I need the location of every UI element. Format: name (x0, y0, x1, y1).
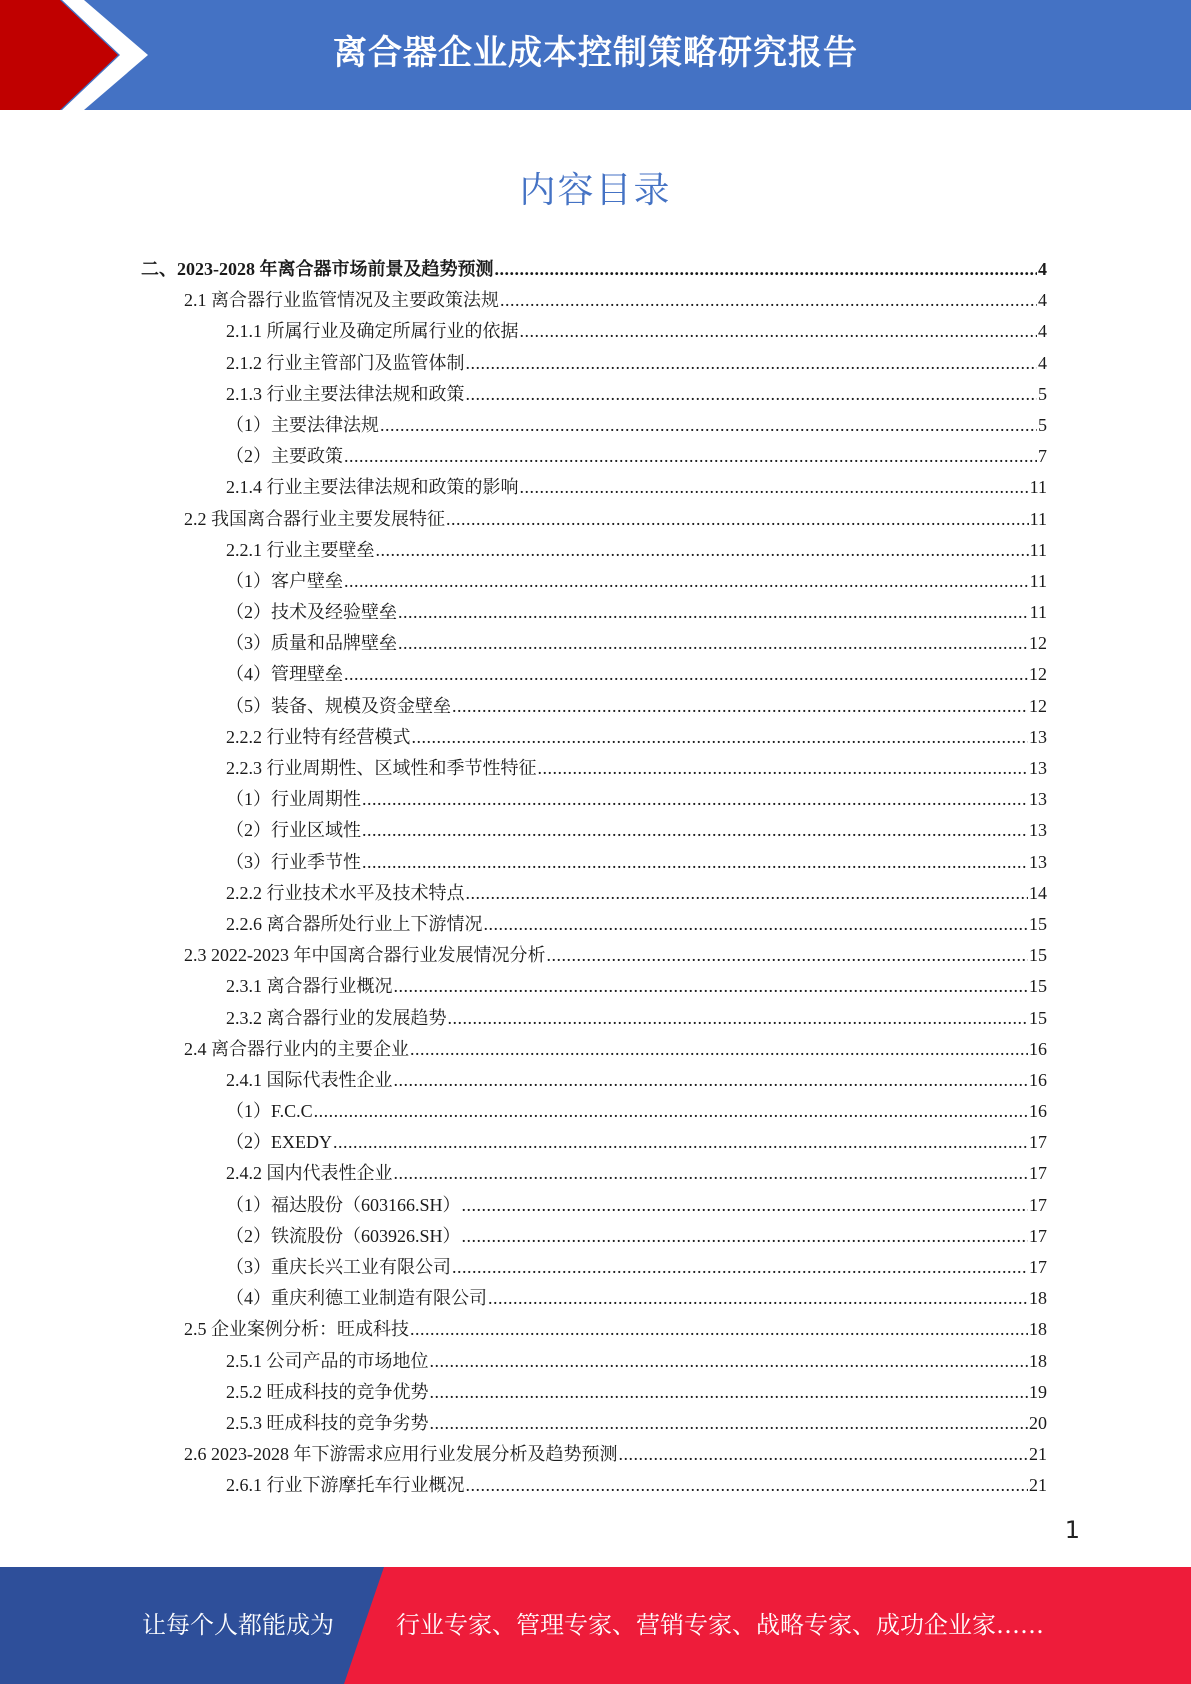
toc-entry-page: 11 (1029, 539, 1047, 560)
toc-dot-leader (448, 1003, 1029, 1034)
toc-entry[interactable] (0, 1470, 1191, 1501)
toc-dot-leader (452, 691, 1028, 722)
toc-heading: 内容目录 (519, 170, 672, 211)
toc-dot-leader (462, 1190, 1028, 1221)
toc-entry[interactable] (0, 1034, 1191, 1065)
toc-entry-label: 2.4.2 国内代表性企业 (226, 1163, 393, 1184)
toc-dot-leader (430, 1408, 1029, 1439)
toc-dot-leader (466, 379, 1038, 410)
toc-entry-label: 2.1.3 行业主要法律法规和政策 (226, 383, 465, 404)
toc-entry-label: （1）行业周期性 (226, 789, 361, 810)
toc-entry-page: 12 (1029, 695, 1047, 716)
toc-entry-page: 11 (1029, 477, 1047, 498)
toc-entry-page: 12 (1029, 633, 1047, 654)
toc-entry-page: 16 (1029, 1069, 1047, 1090)
toc-entry-page: 18 (1029, 1350, 1047, 1371)
toc-entry[interactable] (0, 1065, 1191, 1096)
toc-entry-label: 2.4.1 国际代表性企业 (226, 1069, 393, 1090)
toc-dot-leader (376, 535, 1029, 566)
toc-entry[interactable] (0, 878, 1191, 909)
toc-dot-leader (333, 1127, 1028, 1158)
toc-entry[interactable] (0, 1190, 1191, 1221)
toc-entry-label: （2）主要政策 (226, 446, 343, 467)
toc-entry-label: （1）福达股份（603166.SH） (226, 1194, 461, 1215)
toc-entry-label: 2.3 2022-2023 年中国离合器行业发展情况分析 (184, 945, 546, 966)
toc-entry[interactable] (0, 1408, 1191, 1439)
toc-entry[interactable] (0, 1377, 1191, 1408)
toc-entry[interactable] (0, 379, 1191, 410)
toc-entry-label: 2.5 企业案例分析：旺成科技 (184, 1319, 409, 1340)
toc-entry[interactable] (0, 1252, 1191, 1283)
toc-entry[interactable] (0, 1127, 1191, 1158)
toc-dot-leader (362, 784, 1028, 815)
toc-entry[interactable] (0, 1158, 1191, 1189)
toc-entry[interactable] (0, 1314, 1191, 1345)
toc-entry-label: 2.6 2023-2028 年下游需求应用行业发展分析及趋势预测 (184, 1444, 618, 1465)
report-title: 离合器企业成本控制策略研究报告 (333, 33, 858, 73)
toc-entry[interactable] (0, 1346, 1191, 1377)
footer-slogan-left: 让每个人都能成为 (142, 1611, 334, 1639)
toc-entry-page: 13 (1029, 758, 1047, 778)
toc-entry-page: 17 (1029, 1225, 1047, 1246)
toc-dot-leader (430, 1377, 1029, 1408)
toc-entry-label: （1）F.C.C (226, 1101, 313, 1122)
toc-entry-page: 15 (1029, 913, 1047, 934)
toc-entry-label: 二、2023-2028 年离合器市场前景及趋势预测 (141, 259, 494, 279)
toc-entry-page: 14 (1029, 882, 1047, 903)
toc-dot-leader (538, 753, 1029, 784)
toc-entry-label: 2.5.1 公司产品的市场地位 (226, 1350, 429, 1371)
toc-entry-label: （2）行业区域性 (226, 820, 361, 841)
toc-entry-page: 13 (1029, 726, 1047, 747)
toc-entry-page: 11 (1029, 570, 1047, 591)
toc-entry-label: （4）管理壁垒 (226, 664, 343, 685)
toc-entry-label: 2.1.4 行业主要法律法规和政策的影响 (226, 477, 519, 498)
toc-entry[interactable] (0, 410, 1191, 441)
toc-entry-page: 17 (1029, 1132, 1047, 1153)
toc-entry-label: 2.4 离合器行业内的主要企业 (184, 1038, 409, 1059)
toc-dot-leader (466, 348, 1038, 379)
toc-entry[interactable] (0, 472, 1191, 503)
toc-entry-label: 2.6.1 行业下游摩托车行业概况 (226, 1475, 465, 1496)
toc-entry-page: 13 (1029, 820, 1047, 841)
toc-dot-leader (344, 659, 1028, 690)
toc-entry-page: 15 (1029, 945, 1047, 966)
toc-entry-label: 2.2.6 离合器所处行业上下游情况 (226, 913, 483, 934)
toc-entry-label: 2.1.2 行业主管部门及监管体制 (226, 352, 465, 373)
toc-entry-page: 4 (1038, 352, 1047, 373)
toc-entry-page: 4 (1038, 321, 1047, 342)
toc-entry-label: （1）主要法律法规 (226, 414, 379, 435)
toc-entry-page: 13 (1029, 851, 1047, 872)
toc-dot-leader (344, 441, 1037, 472)
toc-entry[interactable] (0, 784, 1191, 815)
toc-entry-page: 7 (1038, 446, 1047, 467)
toc-entry-page: 11 (1029, 602, 1047, 623)
footer-band (0, 1567, 1191, 1684)
toc-entry[interactable] (0, 1221, 1191, 1252)
toc-entry[interactable] (0, 691, 1191, 722)
toc-dot-leader (362, 847, 1028, 878)
toc-entry[interactable] (0, 254, 1191, 285)
footer-slogan-right: 行业专家、管理专家、营销专家、战略专家、成功企业家…… (396, 1611, 1044, 1639)
toc-dot-leader (410, 1034, 1028, 1065)
toc-entry-page: 11 (1029, 508, 1047, 529)
toc-entry-label: （5）装备、规模及资金壁垒 (226, 695, 451, 716)
toc-dot-leader (394, 971, 1029, 1002)
toc-entry-page: 17 (1029, 1257, 1047, 1277)
toc-entry-label: （3）质量和品牌壁垒 (226, 633, 397, 654)
toc-entry-label: 2.5.3 旺成科技的竞争劣势 (226, 1412, 429, 1433)
toc-dot-leader (412, 722, 1029, 753)
toc-entry-label: 2.5.2 旺成科技的竞争优势 (226, 1381, 429, 1402)
toc-entry-page: 21 (1029, 1444, 1047, 1465)
toc-entry[interactable] (0, 940, 1191, 971)
toc-entry-page: 16 (1029, 1038, 1047, 1059)
toc-entry-page: 4 (1038, 259, 1047, 279)
toc-dot-leader (394, 1158, 1029, 1189)
toc-entry[interactable] (0, 316, 1191, 347)
toc-entry[interactable] (0, 504, 1191, 535)
toc-entry-label: 2.2.2 行业特有经营模式 (226, 726, 411, 747)
toc-dot-leader (619, 1439, 1029, 1470)
toc-entry-label: 2.2.3 行业周期性、区域性和季节性特征 (226, 758, 537, 778)
toc-entry-label: 2.2.1 行业主要壁垒 (226, 539, 375, 560)
toc-entry-label: （1）客户壁垒 (226, 570, 343, 591)
toc-entry-label: （2）技术及经验壁垒 (226, 602, 397, 623)
toc-entry-page: 12 (1029, 664, 1047, 685)
toc-entry[interactable] (0, 285, 1191, 316)
toc-entry-label: 2.2 我国离合器行业主要发展特征 (184, 508, 445, 529)
toc-entry[interactable] (0, 535, 1191, 566)
toc-entry-page: 18 (1029, 1319, 1047, 1340)
toc-entry-page: 17 (1029, 1163, 1047, 1184)
toc-dot-leader (520, 472, 1029, 503)
toc-dot-leader (452, 1252, 1028, 1283)
toc-dot-leader (484, 909, 1029, 940)
toc-entry[interactable] (0, 628, 1191, 659)
toc-entry-label: 2.3.2 离合器行业的发展趋势 (226, 1007, 447, 1028)
toc-dot-leader (500, 285, 1037, 316)
toc-entry-page: 19 (1029, 1381, 1047, 1402)
toc-dot-leader (466, 878, 1029, 909)
toc-entry-page: 17 (1029, 1194, 1047, 1215)
toc-entry[interactable] (0, 1096, 1191, 1127)
toc-entry[interactable] (0, 847, 1191, 878)
toc-entry[interactable] (0, 659, 1191, 690)
toc-entry[interactable] (0, 909, 1191, 940)
toc-entry[interactable] (0, 566, 1191, 597)
toc-dot-leader (520, 316, 1038, 347)
toc-entry[interactable] (0, 1439, 1191, 1470)
toc-dot-leader (466, 1470, 1029, 1501)
toc-entry-page: 21 (1029, 1475, 1047, 1496)
header-band (0, 0, 1191, 110)
toc-dot-leader (398, 628, 1028, 659)
toc-dot-leader (410, 1314, 1028, 1345)
toc-dot-leader (547, 940, 1029, 971)
toc-entry-page: 15 (1029, 976, 1047, 997)
toc-entry[interactable] (0, 815, 1191, 846)
toc-entry[interactable] (0, 348, 1191, 379)
toc-dot-leader (446, 504, 1029, 535)
toc-entry-label: （2）铁流股份（603926.SH） (226, 1225, 461, 1246)
toc-entry-page: 18 (1029, 1288, 1047, 1309)
toc-entry-label: （3）行业季节性 (226, 851, 361, 872)
toc-entry[interactable] (0, 971, 1191, 1002)
toc-entry-page: 5 (1038, 414, 1047, 435)
toc-dot-leader (430, 1346, 1029, 1377)
toc-dot-leader (394, 1065, 1029, 1096)
toc-dot-leader (362, 815, 1028, 846)
toc-dot-leader (380, 410, 1037, 441)
toc-entry[interactable] (0, 597, 1191, 628)
page-number: 1 (1064, 1516, 1080, 1544)
toc-entry-label: 2.2.2 行业技术水平及技术特点 (226, 882, 465, 903)
toc-entry[interactable] (0, 722, 1191, 753)
toc-entry[interactable] (0, 441, 1191, 472)
toc-dot-leader (488, 1283, 1028, 1314)
toc-entry-label: 2.1 离合器行业监管情况及主要政策法规 (184, 290, 499, 311)
toc-dot-leader (344, 566, 1029, 597)
toc-entry-label: （3）重庆长兴工业有限公司 (226, 1257, 451, 1277)
toc-entry-page: 15 (1029, 1007, 1047, 1028)
toc-entry-label: 2.3.1 离合器行业概况 (226, 976, 393, 997)
table-of-contents (0, 254, 1191, 1502)
toc-entry-page: 16 (1029, 1101, 1047, 1122)
toc-entry-page: 20 (1029, 1412, 1047, 1433)
toc-entry-label: 2.1.1 所属行业及确定所属行业的依据 (226, 321, 519, 342)
toc-entry-page: 13 (1029, 789, 1047, 810)
toc-entry-page: 4 (1038, 290, 1047, 311)
toc-entry[interactable] (0, 1003, 1191, 1034)
toc-entry-page: 5 (1038, 383, 1047, 404)
toc-entry-label: （4）重庆利德工业制造有限公司 (226, 1288, 487, 1309)
toc-dot-leader (495, 254, 1038, 285)
toc-dot-leader (462, 1221, 1028, 1252)
toc-dot-leader (314, 1096, 1028, 1127)
toc-entry[interactable] (0, 1283, 1191, 1314)
toc-entry-label: （2）EXEDY (226, 1132, 332, 1153)
toc-entry[interactable] (0, 753, 1191, 784)
toc-dot-leader (398, 597, 1029, 628)
